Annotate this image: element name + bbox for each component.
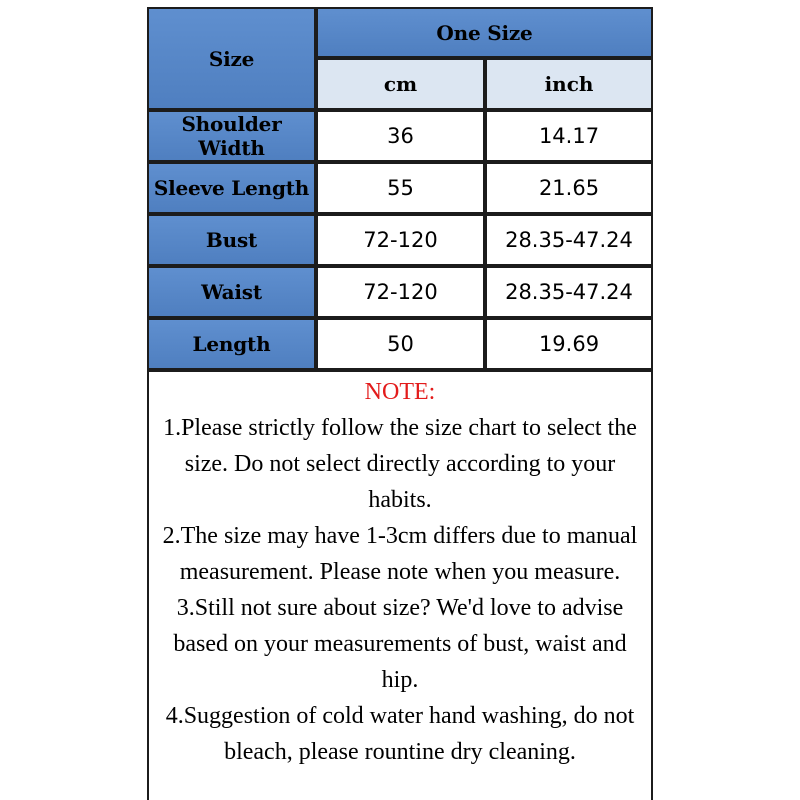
row-label: Waist: [201, 280, 262, 304]
cm-value-cell: [316, 214, 485, 266]
inch-value: 14.17: [538, 124, 600, 148]
inch-value-cell: [485, 214, 653, 266]
one-size-header-cell: [316, 7, 653, 58]
cm-value: 36: [387, 124, 414, 148]
cm-unit-header: [316, 58, 485, 110]
cm-value: 50: [387, 332, 414, 356]
note-item: 4.Suggestion of cold water hand washing, do not bleach, please rountine dry cleaning.: [165, 703, 635, 765]
inch-value-cell: [485, 162, 653, 214]
cm-unit-label: cm: [383, 72, 418, 96]
inch-value-cell: [485, 110, 653, 162]
inch-unit-label: inch: [544, 72, 594, 96]
inch-value-cell: [485, 318, 653, 370]
note-title: NOTE:: [364, 379, 436, 405]
inch-value: 19.69: [538, 332, 600, 356]
row-label-cell: [147, 266, 316, 318]
note-item: 2.The size may have 1-3cm differs due to manual measurement. Please note when you measure.: [162, 523, 638, 585]
cm-value-cell: [316, 318, 485, 370]
inch-value: 21.65: [538, 176, 600, 200]
inch-value-cell: [485, 266, 653, 318]
size-header-label: Size: [208, 46, 255, 71]
row-label: Sleeve Length: [153, 176, 310, 200]
row-label-cell: [147, 214, 316, 266]
inch-value: 28.35-47.24: [505, 280, 633, 304]
cm-value: 55: [387, 176, 414, 200]
row-label: Bust: [205, 228, 258, 252]
note-box: [147, 370, 653, 800]
row-label-cell: [147, 162, 316, 214]
note-item: 1.Please strictly follow the size chart to select the size. Do not select directly according to your habits.: [163, 415, 637, 513]
row-label: Length: [192, 332, 271, 356]
size-header-cell: [147, 7, 316, 110]
cm-value-cell: [316, 110, 485, 162]
inch-unit-header: [485, 58, 653, 110]
note-item: 3.Still not sure about size? We'd love to advise based on your measurements of bust, waist and hip.: [173, 595, 627, 693]
cm-value-cell: [316, 162, 485, 214]
cm-value: 72-120: [363, 228, 438, 252]
inch-value: 28.35-47.24: [505, 228, 633, 252]
one-size-header-label: One Size: [436, 20, 533, 45]
cm-value-cell: [316, 266, 485, 318]
row-label-cell: [147, 318, 316, 370]
row-label: Shoulder Width: [181, 112, 282, 160]
row-label-cell: [147, 110, 316, 162]
cm-value: 72-120: [363, 280, 438, 304]
